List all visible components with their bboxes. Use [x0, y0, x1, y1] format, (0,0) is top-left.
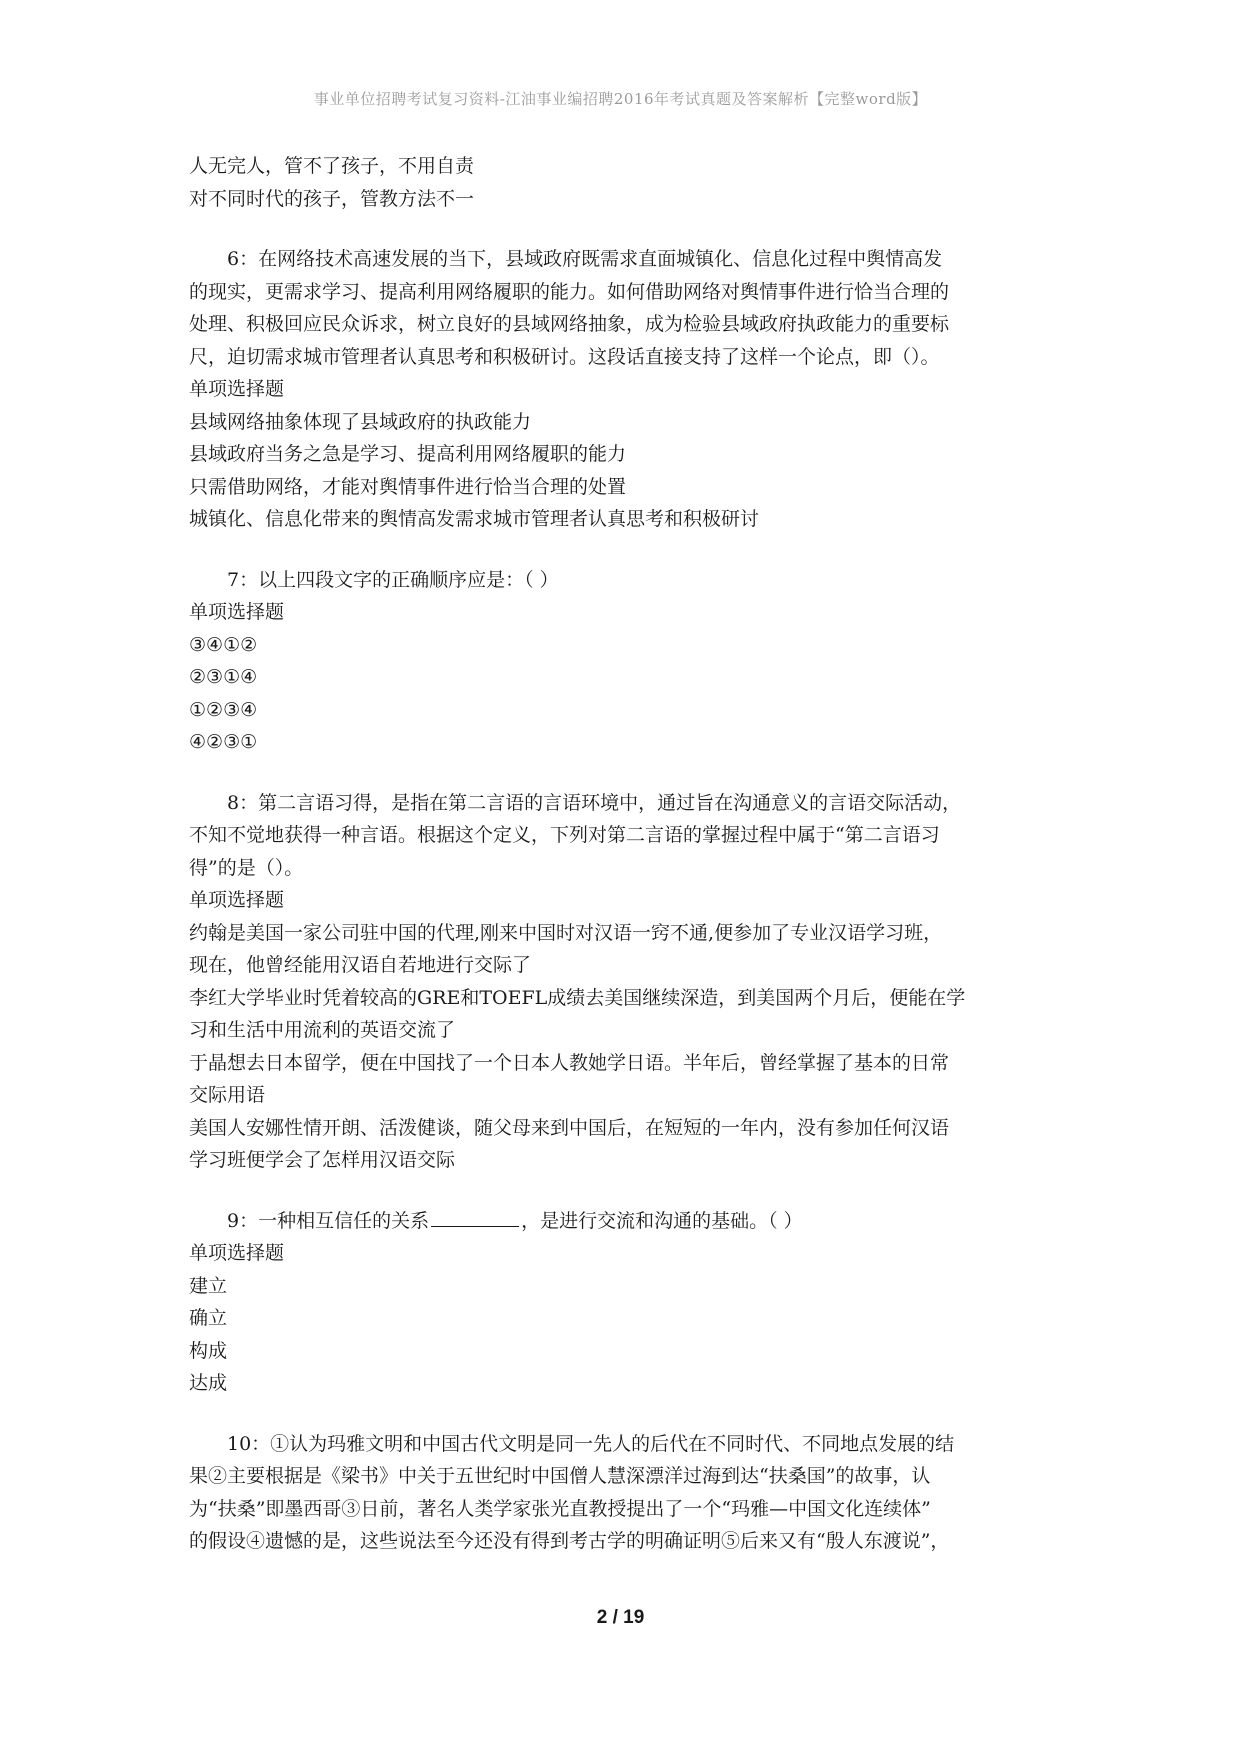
question-type: 单项选择题 [189, 1242, 285, 1264]
question-type: 单项选择题 [189, 889, 285, 911]
spacer [189, 1177, 1069, 1205]
spacer [189, 536, 1069, 564]
option-text: 李红大学毕业时凭着较高的GRE和TOEFL成绩去美国继续深造，到美国两个月后，便能在学 [189, 986, 966, 1009]
option-text: 现在，他曾经能用汉语自若地进行交际了 [189, 954, 532, 976]
option-text: 交际用语 [189, 1084, 266, 1106]
question-text: 得”的是（）。 [189, 856, 304, 879]
option-text: 对不同时代的孩子，管教方法不一 [189, 187, 475, 210]
option-b [189, 982, 1069, 1047]
question-text: 尺，迫切需求城市管理者认真思考和积极研讨。这段话直接支持了这样一个论点，即（）。 [189, 345, 940, 368]
option-b: ②③①④ [189, 666, 258, 688]
option-text: 学习班便学会了怎样用汉语交际 [189, 1149, 456, 1171]
question-text-start: 9：一种相互信任的关系 [227, 1209, 430, 1232]
option-c: 只需借助网络，才能对舆情事件进行恰当合理的处置 [189, 475, 627, 498]
option-a: 建立 [189, 1274, 228, 1297]
question-10 [189, 1428, 1069, 1558]
option-b: 确立 [189, 1307, 228, 1329]
option-d: 达成 [189, 1372, 228, 1394]
previous-question-options [189, 150, 1069, 215]
question-text: 处理、积极回应民众诉求，树立良好的县域网络抽象，成为检验县域政府执政能力的重要标 [189, 313, 950, 335]
spacer [189, 1400, 1069, 1428]
question-8 [189, 787, 1069, 1177]
fill-in-blank [431, 1208, 519, 1227]
option-text: 于晶想去日本留学，便在中国找了一个日本人教她学日语。半年后，曾经掌握了基本的日常 [189, 1051, 950, 1074]
question-text: 为“扶桑”即墨西哥③日前，著名人类学家张光直教授提出了一个“玛雅—中国文化连续体” [189, 1497, 931, 1520]
option-c [189, 1047, 1069, 1112]
option-text: 习和生活中用流利的英语交流了 [189, 1019, 456, 1041]
page-header: 事业单位招聘考试复习资料-江油事业编招聘2016年考试真题及答案解析【完整word版】 [313, 90, 928, 108]
spacer [189, 215, 1069, 243]
option-c: 构成 [189, 1339, 228, 1362]
option-d: 城镇化、信息化带来的舆情高发需求城市管理者认真思考和积极研讨 [189, 508, 760, 530]
option-c: ①②③④ [189, 698, 258, 721]
question-text-end: ，是进行交流和沟通的基础。（ ） [521, 1209, 803, 1232]
spacer [189, 759, 1069, 787]
question-text: 8：第二言语习得，是指在第二言语的言语环境中，通过旨在沟通意义的言语交际活动， [227, 791, 962, 814]
question-type: 单项选择题 [189, 601, 285, 623]
question-type: 单项选择题 [189, 378, 285, 400]
option-a: ③④①② [189, 633, 258, 656]
option-d: ④②③① [189, 731, 258, 753]
option-a: 县域网络抽象体现了县域政府的执政能力 [189, 410, 532, 433]
question-text [189, 1205, 1069, 1238]
question-text: 10：①认为玛雅文明和中国古代文明是同一先人的后代在不同时代、不同地点发展的结 [227, 1432, 955, 1455]
document-body [189, 150, 1069, 1558]
option-b: 县域政府当务之急是学习、提高利用网络履职的能力 [189, 443, 627, 465]
option-text: 约翰是美国一家公司驻中国的代理,刚来中国时对汉语一窍不通,便参加了专业汉语学习班， [189, 921, 943, 944]
page-number: 2 / 19 [596, 1607, 645, 1628]
question-text: 果②主要根据是《梁书》中关于五世纪时中国僧人慧深漂洋过海到达“扶桑国”的故事，认 [189, 1465, 931, 1487]
option-text: 人无完人，管不了孩子，不用自责 [189, 155, 475, 177]
question-text: 不知不觉地获得一种言语。根据这个定义，下列对第二言语的掌握过程中属于“第二言语习 [189, 824, 940, 846]
question-7 [189, 564, 1069, 759]
question-text: 7：以上四段文字的正确顺序应是：（ ） [227, 568, 559, 591]
question-6 [189, 243, 1069, 536]
question-9 [189, 1205, 1069, 1400]
option-d [189, 1112, 1069, 1177]
option-a [189, 917, 1069, 982]
question-text: 6：在网络技术高速发展的当下，县域政府既需求直面城镇化、信息化过程中舆情高发 [227, 248, 943, 270]
option-text: 美国人安娜性情开朗、活泼健谈，随父母来到中国后，在短短的一年内，没有参加任何汉语 [189, 1116, 950, 1139]
question-text: 的现实，更需求学习、提高利用网络履职的能力。如何借助网络对舆情事件进行恰当合理的 [189, 280, 950, 303]
question-text: 的假设④遗憾的是，这些说法至今还没有得到考古学的明确证明⑤后来又有“殷人东渡说”， [189, 1530, 950, 1552]
